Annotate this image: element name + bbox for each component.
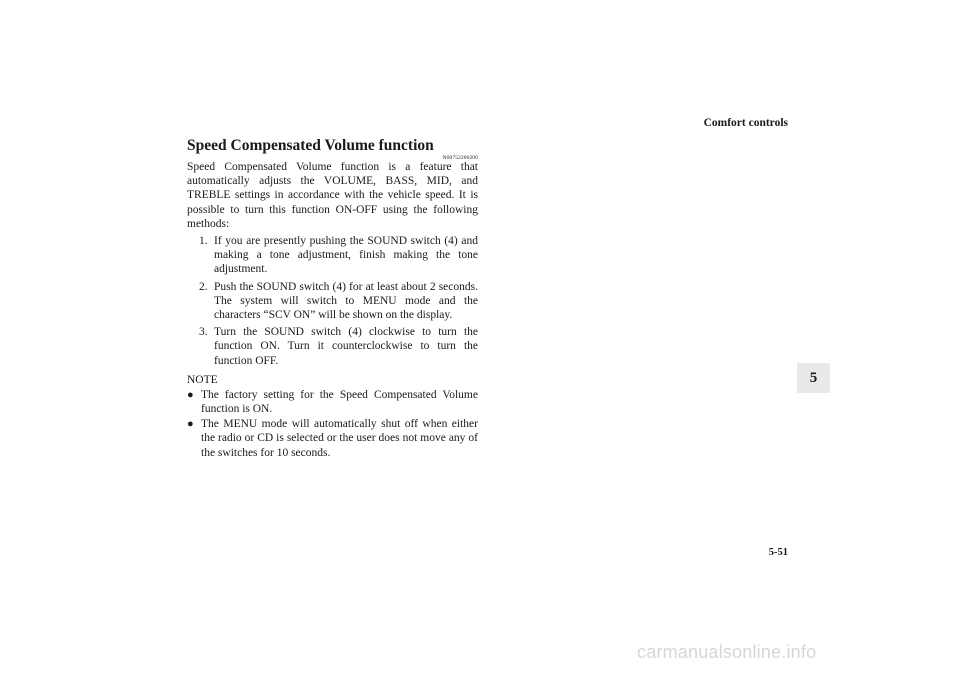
step-item xyxy=(187,280,478,323)
reference-code: N00752200200 xyxy=(442,155,478,161)
step-number: 3. xyxy=(199,326,208,339)
note-text: The factory setting for the Speed Compensated Volume function is ON. xyxy=(201,388,478,416)
step-number: 1. xyxy=(199,235,208,248)
note-item xyxy=(187,388,478,416)
step-text: Push the SOUND switch (4) for at least about 2 seconds. The system will switch to MENU mode and the characters “SCV ON” will be shown on the display. xyxy=(214,280,478,322)
bullet-icon: ● xyxy=(187,388,194,401)
step-item xyxy=(187,234,478,277)
chapter-tab: 5 xyxy=(797,363,830,393)
steps-list xyxy=(187,234,478,368)
bullet-icon: ● xyxy=(187,418,194,431)
watermark-link[interactable]: carmanualsonline.info xyxy=(637,642,817,662)
note-item xyxy=(187,417,478,460)
note-label: NOTE xyxy=(187,373,218,386)
note-text: The MENU mode will automatically shut off when either the radio or CD is selected or the user does not move any of the switches for 10 seconds. xyxy=(201,418,478,459)
step-number: 2. xyxy=(199,280,208,293)
header-section-title: Comfort controls xyxy=(703,117,788,129)
page-number: 5-51 xyxy=(768,547,788,558)
step-text: If you are presently pushing the SOUND switch (4) and making a tone adjustment, finish making the tone adjustment. xyxy=(214,235,478,276)
section-content xyxy=(187,160,478,460)
intro-paragraph: Speed Compensated Volume function is a feature that automatically adjusts the VOLUME, BASS, MID, and TREBLE settings in accordance with the vehicle speed. It is possible to turn this function ON-OFF using the following methods: xyxy=(187,161,478,230)
step-item xyxy=(187,325,478,368)
section-heading: Speed Compensated Volume function xyxy=(187,137,434,154)
step-text: Turn the SOUND switch (4) clockwise to turn the function ON. Turn it counterclockwise to turn the function OFF. xyxy=(214,326,478,367)
